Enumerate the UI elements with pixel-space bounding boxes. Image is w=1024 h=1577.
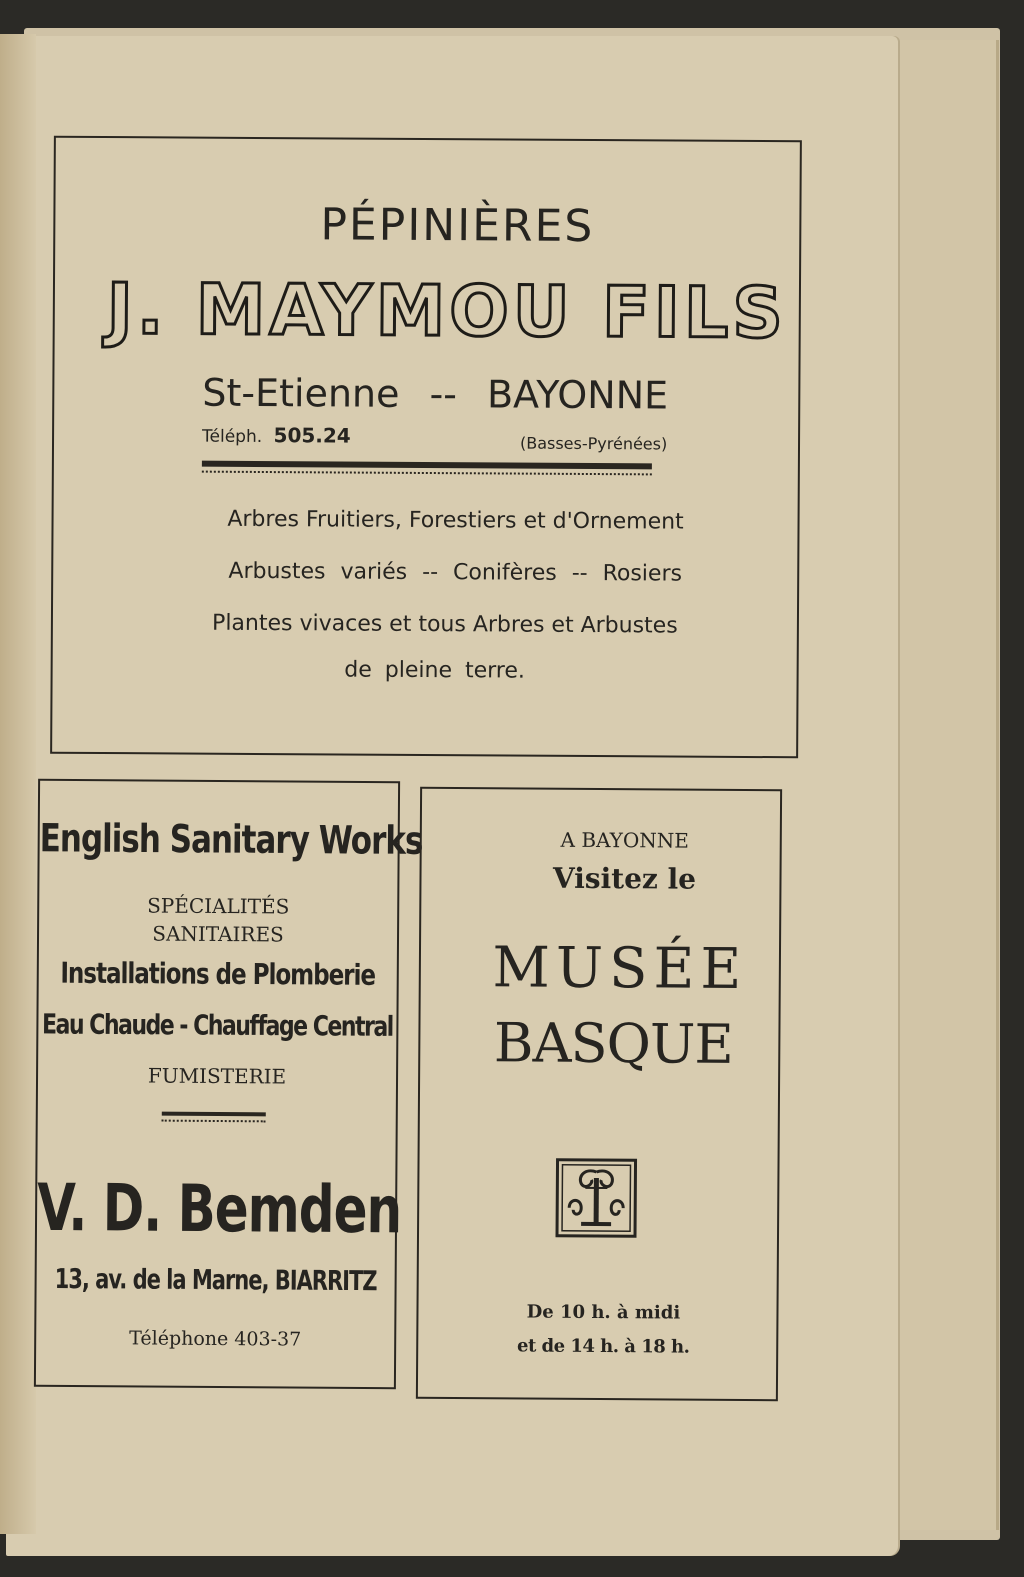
phone-label: Téléph.: [201, 426, 263, 447]
ad-maymou-line-1: Arbres Fruitiers, Forestiers et d'Ornement: [227, 506, 684, 535]
location-separator: --: [429, 372, 458, 417]
phone-number: 505.24: [273, 423, 351, 448]
page-edge-left: [0, 34, 36, 1534]
ad-musee-place: A BAYONNE: [560, 827, 690, 853]
ad-sanitary-owner: V. D. Bemden: [36, 1170, 402, 1248]
ad-sanitary-rule: [162, 1112, 266, 1117]
ad-maymou-phone: [202, 423, 351, 448]
ad-musee-hours-2: et de 14 h. à 18 h.: [516, 1335, 690, 1358]
ad-sanitary-rule-wave: [162, 1120, 266, 1126]
ad-sanitary-specialites-1: SPÉCIALITÉS: [147, 893, 290, 919]
ad-maymou-rule-wave: [202, 471, 652, 479]
ad-maymou-heading: PÉPINIÈRES: [320, 199, 595, 253]
ad-sanitary-line-1: Installations de Plomberie: [60, 957, 376, 993]
ad-sanitary: [34, 779, 423, 1390]
ad-sanitary-title: English Sanitary Works: [39, 816, 423, 864]
location-left: St-Etienne: [202, 370, 400, 416]
ad-maymou-region: (Basses-Pyrénées): [519, 433, 668, 454]
page-edge-right: [900, 40, 999, 1530]
ad-musee-name-1: MUSÉE: [492, 935, 748, 1003]
ad-musee-visit: Visitez le: [552, 861, 697, 896]
ad-musee-basque: [416, 787, 782, 1402]
ad-sanitary-phone: Téléphone 403-37: [129, 1327, 302, 1351]
ad-sanitary-line-3: FUMISTERIE: [147, 1063, 287, 1089]
ad-maymou-name: J. MAYMOU FILS: [106, 268, 788, 355]
ad-maymou-rule: [202, 461, 652, 470]
ad-maymou-line-3: Plantes vivaces et tous Arbres et Arbustes: [212, 610, 678, 639]
ad-musee-name-2: BASQUE: [493, 1011, 734, 1076]
ad-sanitary-specialites-2: SANITAIRES: [152, 921, 284, 947]
ad-maymou-location: [202, 370, 669, 418]
ad-maymou-line-4: de pleine terre.: [344, 657, 526, 684]
ad-maymou: [50, 136, 802, 759]
ad-musee-emblem: [555, 1158, 638, 1239]
ad-sanitary-address: 13, av. de la Marne, BIARRITZ: [54, 1263, 377, 1297]
ad-sanitary-line-2: Eau Chaude - Chauffage Central: [41, 1009, 393, 1044]
ad-musee-hours-1: De 10 h. à midi: [526, 1301, 681, 1324]
location-right: BAYONNE: [486, 372, 669, 418]
ad-maymou-line-2: Arbustes variés -- Conifères -- Rosiers: [228, 558, 683, 587]
basque-emblem-icon: [555, 1158, 638, 1239]
